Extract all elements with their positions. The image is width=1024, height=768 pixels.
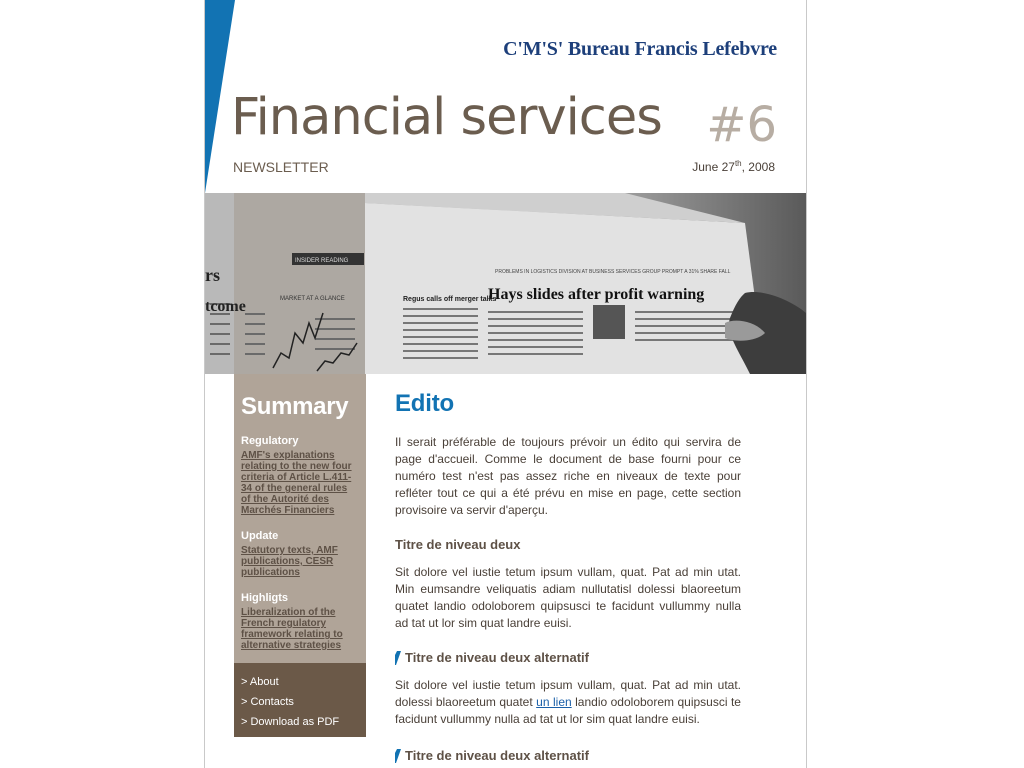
download-pdf-link[interactable]: > Download as PDF bbox=[241, 716, 340, 728]
slash-accent-icon bbox=[395, 749, 401, 763]
paragraph-2: Sit dolore vel iustie tetum ipsum vullam, quat. Pat ad min utat. Min eumsandre veliquatis adiam nullutatisl dolessi blaoreetum quatet landio odoloborem quipsusci te facidunt vullummy nulla ad tat ut lor sim quat landre euisi. bbox=[395, 565, 741, 630]
sidebar-section-title-update: Update bbox=[241, 530, 279, 542]
heading-level-two: Titre de niveau deux bbox=[395, 537, 521, 552]
heading-level-two-alt-2: Titre de niveau deux alternatif bbox=[395, 748, 741, 763]
banner-section-label: INSIDER READING bbox=[295, 258, 349, 264]
newspaper-banner-image bbox=[205, 193, 806, 374]
edito-title: Edito bbox=[395, 390, 454, 417]
sidebar-link-regulatory[interactable]: AMF's explanations relating to the new four criteria of Article L.411-34 of the general rules of the Autorité des Marchés Financiers bbox=[241, 450, 352, 516]
sidebar-link-update[interactable]: Statutory texts, AMF publications, CESR publications bbox=[241, 545, 338, 578]
issue-number: #6 bbox=[706, 97, 777, 153]
sidebar-section-title-highlights: Highligts bbox=[241, 592, 289, 604]
newsletter-title: Financial services bbox=[231, 88, 662, 147]
banner-column-label: MARKET AT A GLANCE bbox=[280, 296, 345, 302]
slash-accent-icon bbox=[395, 651, 401, 665]
sidebar-footer-nav bbox=[234, 663, 366, 737]
logo-cms-mark: C'M'S' bbox=[503, 38, 564, 60]
main-content bbox=[395, 390, 741, 763]
edito-intro: Il serait préférable de toujours prévoir un édito qui servira de page d'accueil. Comme le document de base fourni pour ce numéro test n'est pas assez riche en niveaux de texte pour refléter tout ce qui a été prévu en mise en page, cette section provisoire va servir d'aperçu. bbox=[395, 435, 741, 517]
summary-sidebar bbox=[234, 374, 366, 663]
summary-title: Summary bbox=[241, 393, 349, 420]
banner-sub-headline: Regus calls off merger talks bbox=[403, 296, 497, 303]
heading-level-two-alt: Titre de niveau deux alternatif bbox=[395, 650, 741, 665]
banner-kicker: PROBLEMS IN LOGISTICS DIVISION AT BUSINESS SERVICES GROUP PROMPT A 31% SHARE FALL bbox=[495, 269, 731, 275]
about-link[interactable]: > About bbox=[241, 676, 279, 688]
sidebar-section-title-regulatory: Regulatory bbox=[241, 435, 299, 447]
banner-headline: Hays slides after profit warning bbox=[488, 286, 705, 303]
banner-fragment-mid: tcome bbox=[205, 298, 246, 315]
inline-link[interactable]: un lien bbox=[536, 695, 572, 709]
banner-fragment-top: rs bbox=[205, 265, 220, 285]
newsletter-label: NEWSLETTER bbox=[233, 159, 329, 175]
issue-date: June 27th, 2008 bbox=[692, 159, 775, 174]
logo-firm-name: Bureau Francis Lefebvre bbox=[567, 38, 777, 60]
contacts-link[interactable]: > Contacts bbox=[241, 696, 294, 708]
sidebar-link-highlights[interactable]: Liberalization of the French regulatory framework relating to alternative strategies bbox=[241, 607, 343, 651]
cms-logo bbox=[503, 38, 777, 61]
newsletter-page bbox=[204, 0, 807, 768]
paragraph-3: Sit dolore vel iustie tetum ipsum vullam, quat. Pat ad min utat. dolessi blaoreetum quatet un lien landio odoloborem quipsusci te facidunt vullummy nulla ad tat ut lor sim quat landre euisi. bbox=[395, 678, 741, 726]
